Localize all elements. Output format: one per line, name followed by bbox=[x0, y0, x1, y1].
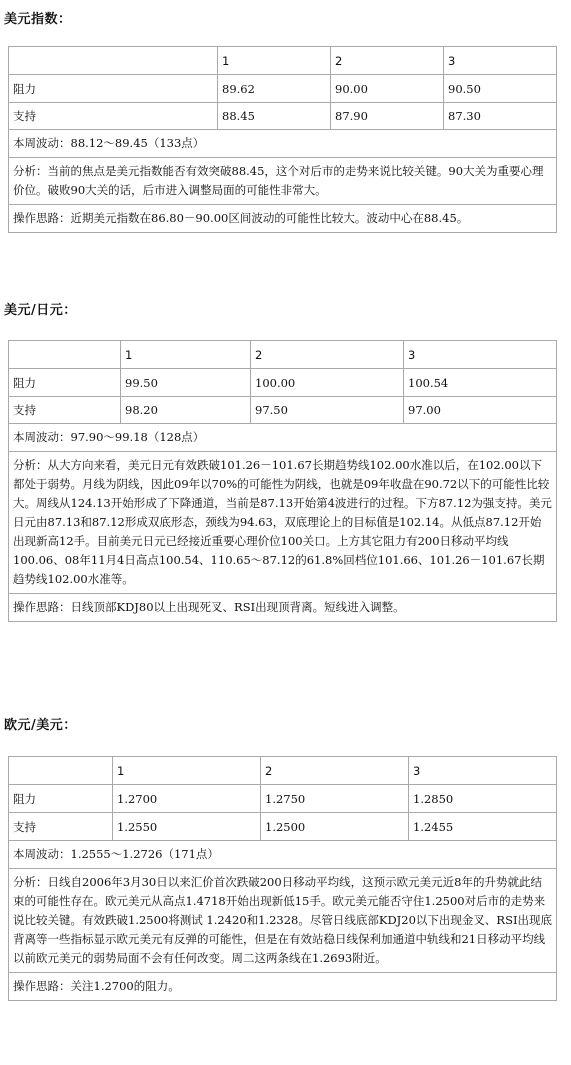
header-col-1: 1 bbox=[113, 757, 261, 785]
usd-jpy-table bbox=[8, 340, 557, 622]
strategy-text: 操作思路：关注1.2700的阻力。 bbox=[9, 973, 557, 1001]
weekly-range-text: 本周波动：1.2555～1.2726（171点） bbox=[9, 841, 557, 869]
support-value-2: 1.2500 bbox=[261, 813, 409, 841]
weekly-range-text: 本周波动：97.90～99.18（128点） bbox=[9, 424, 557, 452]
resistance-value-2: 100.00 bbox=[251, 369, 404, 397]
header-col-2: 2 bbox=[331, 47, 444, 75]
usd-index-table bbox=[8, 46, 557, 233]
section-title-usd-jpy: 美元/日元： bbox=[4, 303, 77, 318]
analysis-text: 分析：从大方向来看，美元日元有效跌破101.26－101.67长期趋势线102.00水准以后，在102.00以下都处于弱势。月线为阴线，因此09年以70%的可能性为阴线，也就是09年收盘在90.72以下的可能性比较大。周线从124.13开始形成了下降通道，当前是87.13开始第4波进行的过程。下方87.12为强支持。美元日元由87.13和87.12形成双底形态，颈线为94.63，双底理论上的目标值是102.14。从低点87.12开始出现新高12手。目前美元日元已经接近重要心理价位100关口。上方其它阻力有200日移动平均线100.06、08年11月4日高点100.54、110.65～87.12的61.8%回档位101.66、101.26－101.67长期趋势线102.00水准等。 bbox=[9, 452, 557, 594]
resistance-value-2: 90.00 bbox=[331, 75, 444, 103]
header-col-2: 2 bbox=[261, 757, 409, 785]
resistance-value-1: 89.62 bbox=[218, 75, 331, 103]
resistance-label: 阻力 bbox=[9, 785, 113, 813]
resistance-value-1: 99.50 bbox=[121, 369, 251, 397]
support-value-1: 98.20 bbox=[121, 397, 251, 424]
analysis-text: 分析：日线自2006年3月30日以来汇价首次跌破200日移动平均线，这预示欧元美元近8年的升势就此结束的可能性存在。欧元美元从高点1.4718开始出现新低15手。欧元美元能否守住1.2500对后市的走势来说比较关键。有效跌破1.2500将测试 1.2420和1.2328。尽管日线底部KDJ20以下出现金叉、RSI出现底背离等一些指标显示欧元美元有反弹的可能性，但是在有效站稳日线保利加通道中轨线和21日移动平均线以前欧元美元的弱势局面不会有任何改变。周二这两条线在1.2693附近。 bbox=[9, 869, 557, 973]
support-label: 支持 bbox=[9, 397, 121, 424]
strategy-text: 操作思路：近期美元指数在86.80－90.00区间波动的可能性比较大。波动中心在88.45。 bbox=[9, 205, 557, 233]
section-title-usd-index: 美元指数： bbox=[4, 12, 72, 27]
strategy-text: 操作思路：日线顶部KDJ80以上出现死叉、RSI出现顶背离。短线进入调整。 bbox=[9, 594, 557, 622]
resistance-value-3: 90.50 bbox=[444, 75, 557, 103]
analysis-text: 分析：当前的焦点是美元指数能否有效突破88.45，这个对后市的走势来说比较关键。90大关为重要心理价位。破败90大关的话，后市进入调整局面的可能性非常大。 bbox=[9, 158, 557, 205]
header-col-1: 1 bbox=[218, 47, 331, 75]
support-value-1: 88.45 bbox=[218, 103, 331, 130]
support-label: 支持 bbox=[9, 813, 113, 841]
resistance-label: 阻力 bbox=[9, 369, 121, 397]
section-title-eur-usd: 欧元/美元： bbox=[4, 718, 77, 733]
support-value-3: 97.00 bbox=[404, 397, 557, 424]
header-col-1: 1 bbox=[121, 341, 251, 369]
eur-usd-table bbox=[8, 756, 557, 1001]
resistance-value-3: 1.2850 bbox=[409, 785, 557, 813]
support-value-1: 1.2550 bbox=[113, 813, 261, 841]
support-value-3: 87.30 bbox=[444, 103, 557, 130]
weekly-range-text: 本周波动：88.12～89.45（133点） bbox=[9, 130, 557, 158]
header-col-3: 3 bbox=[409, 757, 557, 785]
support-value-2: 87.90 bbox=[331, 103, 444, 130]
support-value-3: 1.2455 bbox=[409, 813, 557, 841]
header-empty-cell bbox=[9, 757, 113, 785]
header-col-3: 3 bbox=[404, 341, 557, 369]
support-label: 支持 bbox=[9, 103, 218, 130]
resistance-value-1: 1.2700 bbox=[113, 785, 261, 813]
support-value-2: 97.50 bbox=[251, 397, 404, 424]
header-empty-cell bbox=[9, 47, 218, 75]
header-empty-cell bbox=[9, 341, 121, 369]
resistance-label: 阻力 bbox=[9, 75, 218, 103]
resistance-value-2: 1.2750 bbox=[261, 785, 409, 813]
resistance-value-3: 100.54 bbox=[404, 369, 557, 397]
header-col-2: 2 bbox=[251, 341, 404, 369]
header-col-3: 3 bbox=[444, 47, 557, 75]
